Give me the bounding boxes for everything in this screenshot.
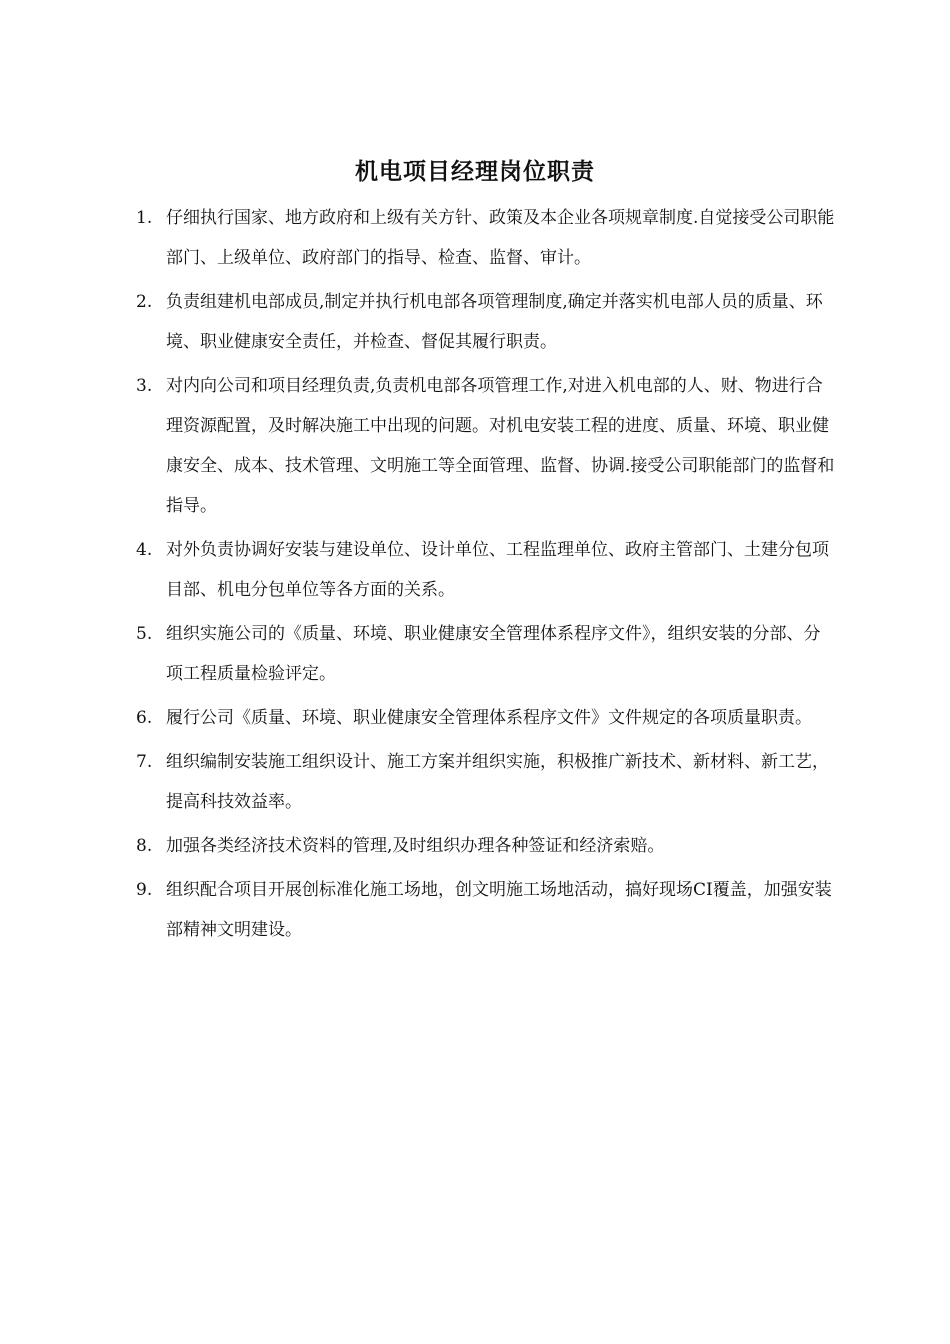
duty-number: 7. xyxy=(136,752,153,772)
duty-item-8 xyxy=(136,826,836,866)
duty-number: 2. xyxy=(136,292,153,312)
duty-item-4 xyxy=(136,530,836,610)
duty-text: 组织配合项目开展创标准化施工场地，创文明施工场地活动，搞好现场CI覆盖，加强安装部精神文明建设。 xyxy=(166,880,832,940)
duty-item-6 xyxy=(136,698,836,738)
duty-number: 9. xyxy=(136,880,153,900)
duty-list xyxy=(136,198,836,954)
duty-item-2 xyxy=(136,282,836,362)
duty-number: 5. xyxy=(136,624,153,644)
duty-number: 3. xyxy=(136,376,153,396)
duty-text: 组织编制安装施工组织设计、施工方案并组织实施，积极推广新技术、新材料、新工艺，提高科技效益率。 xyxy=(166,752,829,812)
duty-number: 8. xyxy=(136,836,153,856)
duty-number: 1. xyxy=(136,208,153,228)
duty-text: 加强各类经济技术资料的管理,及时组织办理各种签证和经济索赔。 xyxy=(166,836,665,856)
document-title: 机电项目经理岗位职责 xyxy=(355,159,595,185)
duty-number: 6. xyxy=(136,708,153,728)
duty-item-9 xyxy=(136,870,836,950)
duty-text: 负责组建机电部成员,制定并执行机电部各项管理制度,确定并落实机电部人员的质量、环境、职业健康安全责任，并检查、督促其履行职责。 xyxy=(166,292,823,352)
duty-item-3 xyxy=(136,366,836,526)
duty-item-5 xyxy=(136,614,836,694)
duty-number: 4. xyxy=(136,540,153,560)
duty-text: 对外负责协调好安装与建设单位、设计单位、工程监理单位、政府主管部门、土建分包项目部、机电分包单位等各方面的关系。 xyxy=(166,540,829,600)
duty-text: 组织实施公司的《质量、环境、职业健康安全管理体系程序文件》，组织安装的分部、分项工程质量检验评定。 xyxy=(166,624,821,684)
duty-text: 履行公司《质量、环境、职业健康安全管理体系程序文件》文件规定的各项质量职责。 xyxy=(166,708,812,728)
duty-item-7 xyxy=(136,742,836,822)
duty-text: 对内向公司和项目经理负责,负责机电部各项管理工作,对进入机电部的人、财、物进行合理资源配置，及时解决施工中出现的问题。对机电安装工程的进度、质量、环境、职业健康安全、成本、技术管理、文明施工等全面管理、监督、协调.接受公司职能部门的监督和指导。 xyxy=(166,376,835,516)
duty-item-1 xyxy=(136,198,836,278)
duty-text: 仔细执行国家、地方政府和上级有关方针、政策及本企业各项规章制度.自觉接受公司职能部门、上级单位、政府部门的指导、检查、监督、审计。 xyxy=(166,208,835,268)
